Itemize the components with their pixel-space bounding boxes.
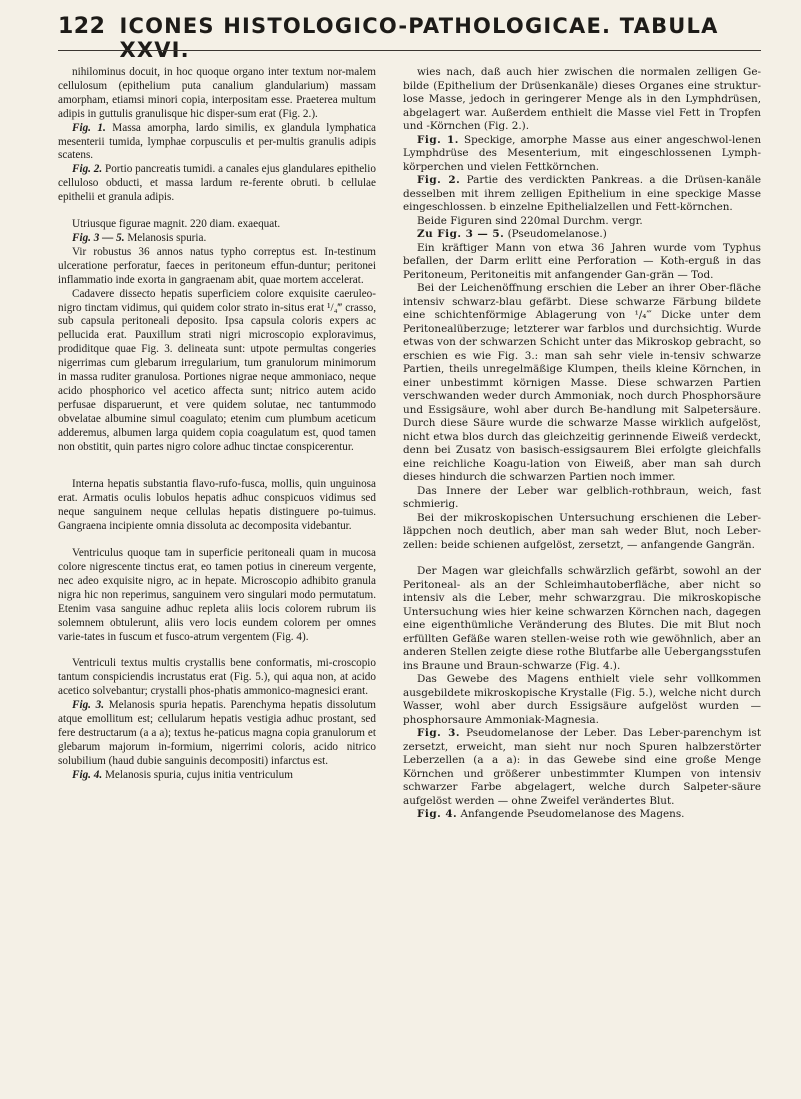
- paragraph: Ventriculus quoque tam in superficie peritoneali quam in mucosa colore nigrescente tinctus erat, eo tamen potius in cinereum vergente, nec adeo exquisite nigro, ac in hepate. Microscopio adhibito granula nigra hic non reperimus, sanguinem vero singulari modo permutatum. Etenim vasa sanguine adhuc repleta aliis locis colorem rubrum iis solemnem obtulerunt, aliis vero locis eundem colorem per omnes varie-tates in fuscum et fusco-atrum vergentem (Fig. 4).: [58, 547, 376, 643]
- figure-caption: [58, 769, 376, 783]
- figure-label: Fig. 3.: [72, 699, 105, 712]
- figure-caption: [403, 228, 761, 242]
- paragraph: Bei der Leichenöffnung erschien die Leber an ihrer Ober-fläche intensiv schwarz-blau gefärbt. Diese schwarze Färbung bildete eine schichtenförmige Ablagerung von ¹/₄‴ Dicke unter dem Peritonealüberzuge; letzterer war farblos und durchsichtig. Wurde etwas von der schwarzen Schicht unter das Mikroskop gebracht, so erschien es wie Fig. 3.: man sah sehr viele in-tensiv schwarze Partien, theils unregelmäßige Klumpen, theils kleine Körnchen, in einer unbestimmt körnigen Masse. Diese schwarzen Partien verschwanden weder durch Ammoniak, noch durch Phosphorsäure und Essigsäure, wohl aber durch Be-handlung mit Salpetersäure. Durch diese Säure wurde die schwarze Masse wirklich aufgelöst, nicht etwa blos durch das gleichzeitig gerinnende Eiweiß verdeckt, denn bei Zusatz von basisch-essigsaurem Blei erfolgte gleichfalls eine reichliche Koagu-lation von Eiweiß, aber man sah durch dieses hindurch die schwarzen Partien noch immer.: [403, 282, 761, 483]
- german-column: [403, 66, 761, 822]
- figure-caption: [403, 134, 761, 175]
- caption-text: Anfangende Pseudomelanose des Magens.: [460, 808, 685, 820]
- figure-label: Fig. 1.: [72, 121, 106, 134]
- figure-label: Fig. 2.: [72, 163, 103, 176]
- figure-caption: [403, 174, 761, 215]
- header-rule: [58, 50, 761, 51]
- paragraph: Beide Figuren sind 220mal Durchm. vergr.: [417, 214, 643, 227]
- latin-column: [58, 66, 376, 783]
- running-title: ICONES HISTOLOGICO-PATHOLOGICAE. TABULA XXVI.: [119, 14, 719, 62]
- figure-caption: [58, 232, 376, 246]
- figure-label: Fig. 4.: [417, 808, 458, 820]
- figure-label: Fig. 3.: [417, 727, 460, 739]
- caption-text: Melanosis spuria.: [127, 231, 207, 244]
- caption-text: (Pseudomelanose.): [507, 228, 607, 240]
- paragraph: Ventriculi textus multis crystallis bene conformatis, mi-croscopio tantum conspiciendis incrustatus erat (Fig. 5.), qui aqua non, at acido acetico solvebantur; crystalli phos-phatis ammonico-magnesici erant.: [58, 657, 376, 698]
- paragraph: wies nach, daß auch hier zwischen die normalen zelligen Ge-bilde (Epithelium der Drüsenkanäle) dieses Organes eine struktur-lose Masse, jedoch in geringerer Menge als in den Lymphdrüsen, abgelagert war. Außerdem enthielt die Masse viel Fett in Tropfen und -Körnchen (Fig. 2.).: [403, 66, 761, 132]
- figure-caption: [58, 122, 376, 164]
- paragraph: Das Innere der Leber war gelblich-rothbraun, weich, fast schmierig.: [403, 484, 761, 510]
- paragraph: Das Gewebe des Magens enthielt viele sehr vollkommen ausgebildete mikroskopische Krystalle (Fig. 5.), welche nicht durch Wasser, wohl aber durch Essigsäure aufgelöst wurden — phosphorsaure Ammoniak-Magnesia.: [403, 673, 761, 726]
- figure-label: Fig. 3 — 5.: [72, 231, 125, 244]
- paragraph: nihilominus docuit, in hoc quoque organo inter textum nor-malem cellulosum (epithelium puta canalium glandularium) massam amorpham, etiamsi minori copia, interpositam esse. Praeterea multum adipis in guttulis granulisque hic disper-sum erat (Fig. 2.).: [58, 66, 376, 120]
- caption-text: Speckige, amorphe Masse aus einer angeschwol-lenen Lymphdrüse des Mesenterium, mit eingeschlossenen Lymph-körperchen und vielen Fettkörnchen.: [403, 133, 761, 173]
- figure-label: Fig. 1.: [417, 133, 459, 146]
- paragraph: Utriusque figurae magnit. 220 diam. exaequat.: [72, 218, 281, 231]
- figure-label: Zu Fig. 3 — 5.: [417, 228, 505, 240]
- paragraph: Vir robustus 36 annos natus typho correptus est. In-testinum ulceratione perforatur, faeces in peritoneum effun-duntur; peritonei inflammatio inde exorta in gangraenam abit, quae mortem accelerat.: [58, 245, 376, 286]
- paragraph: Ein kräftiger Mann von etwa 36 Jahren wurde vom Typhus befallen, der Darm erlitt eine Perforation — Koth-erguß in das Peritoneum, Peritoneitis mit anfangender Gan-grän — Tod.: [403, 241, 761, 281]
- figure-caption: [58, 699, 376, 769]
- caption-text: Massa amorpha, lardo similis, ex glandula lymphatica mesenterii tumida, lymphae corpusculis et per-multis granulis adipis scatens.: [58, 121, 376, 162]
- paragraph: Interna hepatis substantia flavo-rufo-fusca, mollis, quin unguinosa erat. Armatis oculis lobulos hepatis adhuc conspicuos vidimus sed neque sanguinem neque cellulas hepatis distinguere po-tuimus. Gangraena incipiente omnia dissoluta ac decomposita videbantur.: [58, 478, 376, 533]
- paragraph: Der Magen war gleichfalls schwärzlich gefärbt, sowohl an der Peritoneal- als an der Schleimhautoberfläche, aber nicht so intensiv als die Leber, mehr schwarzgrau. Die mikroskopische Untersuchung wies hier keine schwarzen Körnchen nach, dagegen eine eigenthümliche Veränderung des Blutes. Die mit Blut noch erfüllten Gefäße waren stellen-weise roth wie gewöhnlich, aber an anderen Stellen zeigte diese rothe Blutfarbe alle Uebergangsstufen ins Braune und Braun-schwarze (Fig. 4.).: [403, 565, 761, 672]
- paragraph: Bei der mikroskopischen Untersuchung erschienen die Leber-läppchen noch deutlich, aber man sah weder Blut, noch Leber-zellen: beide schienen aufgelöst, zersetzt, — anfangende Gangrän.: [403, 511, 761, 551]
- figure-caption: [403, 727, 761, 808]
- figure-label: Fig. 4.: [72, 768, 103, 781]
- paragraph: Cadavere dissecto hepatis superficiem colore exquisite caeruleo-nigro tinctam vidimus, qui quidem color strato in-situs erat ¹/₄‴ crasso, sub capsula peritoneali deposito. Ipsa capsula coloris expers ac pellucida erat. Pauxillum strati nigri microscopio exploravimus, prodiditque quae Fig. 3. delineata sunt: utpote permultas congeries nigerrimas cum glebarum irregularium, tum granulorum minimorum in massa ruditer granulosa. Portiones nigrae neque ammoniaco, neque acido phosphorico vel acetico affecta sunt; nitrico autem acido perfusae disparuerunt, et vere quidem solutae, nec tantummodo obvelatae albumine simul coagulato; etenim cum plumbum aceticum adderemus, albumen larga quidem copia coagulatum est, quod tamen non obstitit, quin partes nigro colore adhuc tinctae conspicerentur.: [58, 287, 376, 453]
- caption-text: Melanosis spuria hepatis. Parenchyma hepatis dissolutum atque emollitum est; cellularum hepatis vestigia adhuc prostant, sed fere destructarum (a a a); textus he-paticus magna copia granulorum et glebarum majorum in-formium, nigerrimi coloris, acido nitrico solubilium (haud dubie sanguinis decompositi) infarctus est.: [58, 699, 376, 767]
- figure-label: Fig. 2.: [417, 174, 461, 186]
- caption-text: Partie des verdickten Pankreas. a die Drüsen-kanäle desselben mit ihrem zelligen Epithelium in eine speckige Masse eingeschlossen. b einzelne Epithelialzellen und Fett-körnchen.: [403, 174, 761, 213]
- figure-caption: [403, 808, 761, 822]
- caption-text: Portio pancreatis tumidi. a canales ejus glandulares epithelio celluloso obducti, et massa lardum re-ferente obruti. b cellulae epithelii et granula adipis.: [58, 163, 376, 204]
- page-header: [58, 14, 761, 62]
- figure-caption: [58, 163, 376, 205]
- caption-text: Pseudomelanose der Leber. Das Leber-parenchym ist zersetzt, erweicht, man sieht nur noch Spuren halbzerstörter Leberzellen (a a a): in das Gewebe sind eine große Menge Körnchen und größerer unbestimmter Klumpen von intensiv schwarzer Farbe abgelagert, welche durch Salpeter-säure aufgelöst werden — ohne Zweifel verändertes Blut.: [403, 727, 761, 807]
- page-number: 122: [58, 14, 106, 39]
- caption-text: Melanosis spuria, cujus initia ventriculum: [104, 768, 293, 781]
